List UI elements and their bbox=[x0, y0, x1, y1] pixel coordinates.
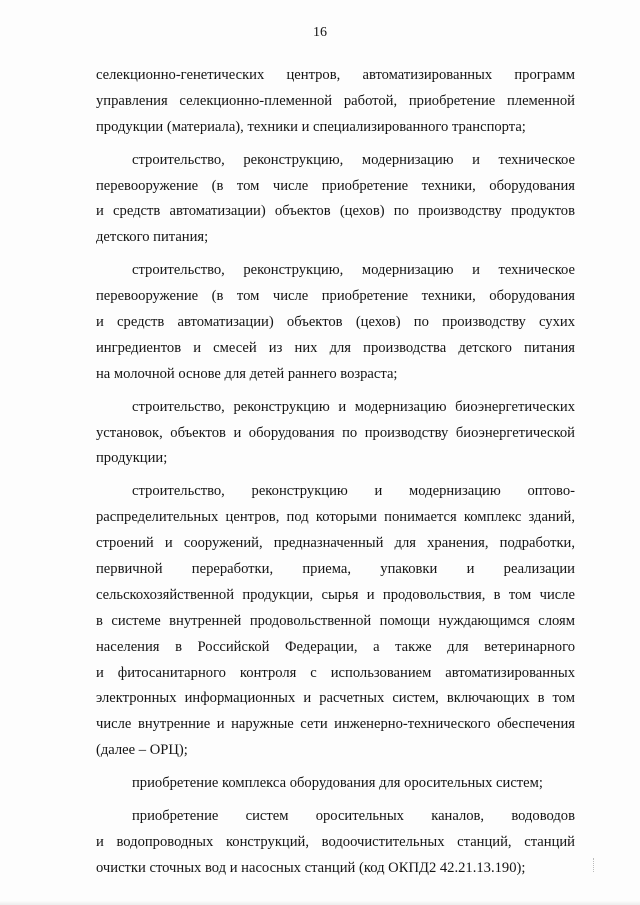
text-line: перевооружение (в том числе приобретение техники, оборудования bbox=[96, 288, 575, 305]
text-line: установок, объектов и оборудования по производству биоэнергетической bbox=[96, 424, 575, 441]
paragraph-gap bbox=[96, 251, 575, 258]
text-line: ингредиентов и смесей из них для производства детского питания bbox=[96, 339, 575, 356]
text-line: управления селекционно-племенной работой, приобретение племенной bbox=[96, 92, 575, 109]
paragraph-gap bbox=[96, 472, 575, 479]
text-line: и водопроводных конструкций, водоочистительных станций, станций bbox=[96, 833, 575, 850]
document-body bbox=[96, 63, 575, 882]
page-number: 16 bbox=[313, 25, 327, 40]
text-line: строений и сооружений, предназначенный для хранения, подработки, bbox=[96, 535, 575, 552]
text-line: строительство, реконструкцию, модернизацию и техническое bbox=[132, 151, 575, 168]
text-line: и фитосанитарного контроля с использованием автоматизированных bbox=[96, 664, 575, 681]
text-line: приобретение комплекса оборудования для оросительных систем; bbox=[132, 775, 543, 792]
paragraph-gap bbox=[96, 388, 575, 395]
text-line: числе внутренние и наружные сети инженерно-технического обеспечения bbox=[96, 716, 575, 733]
text-line: и средств автоматизации) объектов (цехов) по производству сухих bbox=[96, 314, 575, 331]
paragraph bbox=[96, 395, 575, 473]
text-line: перевооружение (в том числе приобретение техники, оборудования bbox=[96, 177, 575, 194]
paragraph bbox=[96, 771, 575, 797]
paragraph bbox=[96, 63, 575, 141]
text-line: населения в Российской Федерации, а также для ветеринарного bbox=[96, 638, 575, 655]
text-line: продукции (материала), техники и специализированного транспорта; bbox=[96, 118, 526, 135]
paragraph bbox=[96, 804, 575, 882]
text-line: первичной переработки, приема, упаковки и реализации bbox=[96, 561, 575, 578]
page-bottom-edge bbox=[0, 900, 640, 905]
text-line: (далее – ОРЦ); bbox=[96, 742, 188, 759]
text-line: сельскохозяйственной продукции, сырья и продовольствия, в том числе bbox=[96, 586, 575, 603]
text-line: продукции; bbox=[96, 450, 168, 467]
text-line: приобретение систем оросительных каналов, водоводов bbox=[132, 808, 575, 825]
paragraph bbox=[96, 479, 575, 764]
paragraph-gap bbox=[96, 764, 575, 771]
text-line: очистки сточных вод и насосных станций (код ОКПД2 42.21.13.190); bbox=[96, 859, 526, 876]
text-line: строительство, реконструкцию и модернизацию биоэнергетических bbox=[132, 398, 575, 415]
paragraph-gap bbox=[96, 141, 575, 148]
scan-artifact bbox=[593, 858, 596, 872]
paragraph bbox=[96, 148, 575, 252]
text-line: строительство, реконструкцию, модернизацию и техническое bbox=[132, 262, 575, 279]
text-line: детского питания; bbox=[96, 229, 209, 246]
text-line: селекционно-генетических центров, автоматизированных программ bbox=[96, 67, 575, 83]
text-line: распределительных центров, под которыми понимается комплекс зданий, bbox=[96, 509, 575, 526]
text-line: в системе внутренней продовольственной помощи нуждающимся слоям bbox=[96, 612, 575, 629]
text-line: на молочной основе для детей раннего возраста; bbox=[96, 365, 398, 382]
text-line: строительство, реконструкцию и модернизацию оптово- bbox=[132, 483, 575, 500]
text-line: и средств автоматизации) объектов (цехов) по производству продуктов bbox=[96, 203, 575, 220]
paragraph-gap bbox=[96, 797, 575, 804]
paragraph bbox=[96, 258, 575, 387]
text-line: электронных информационных и расчетных систем, включающих в том bbox=[96, 690, 575, 707]
